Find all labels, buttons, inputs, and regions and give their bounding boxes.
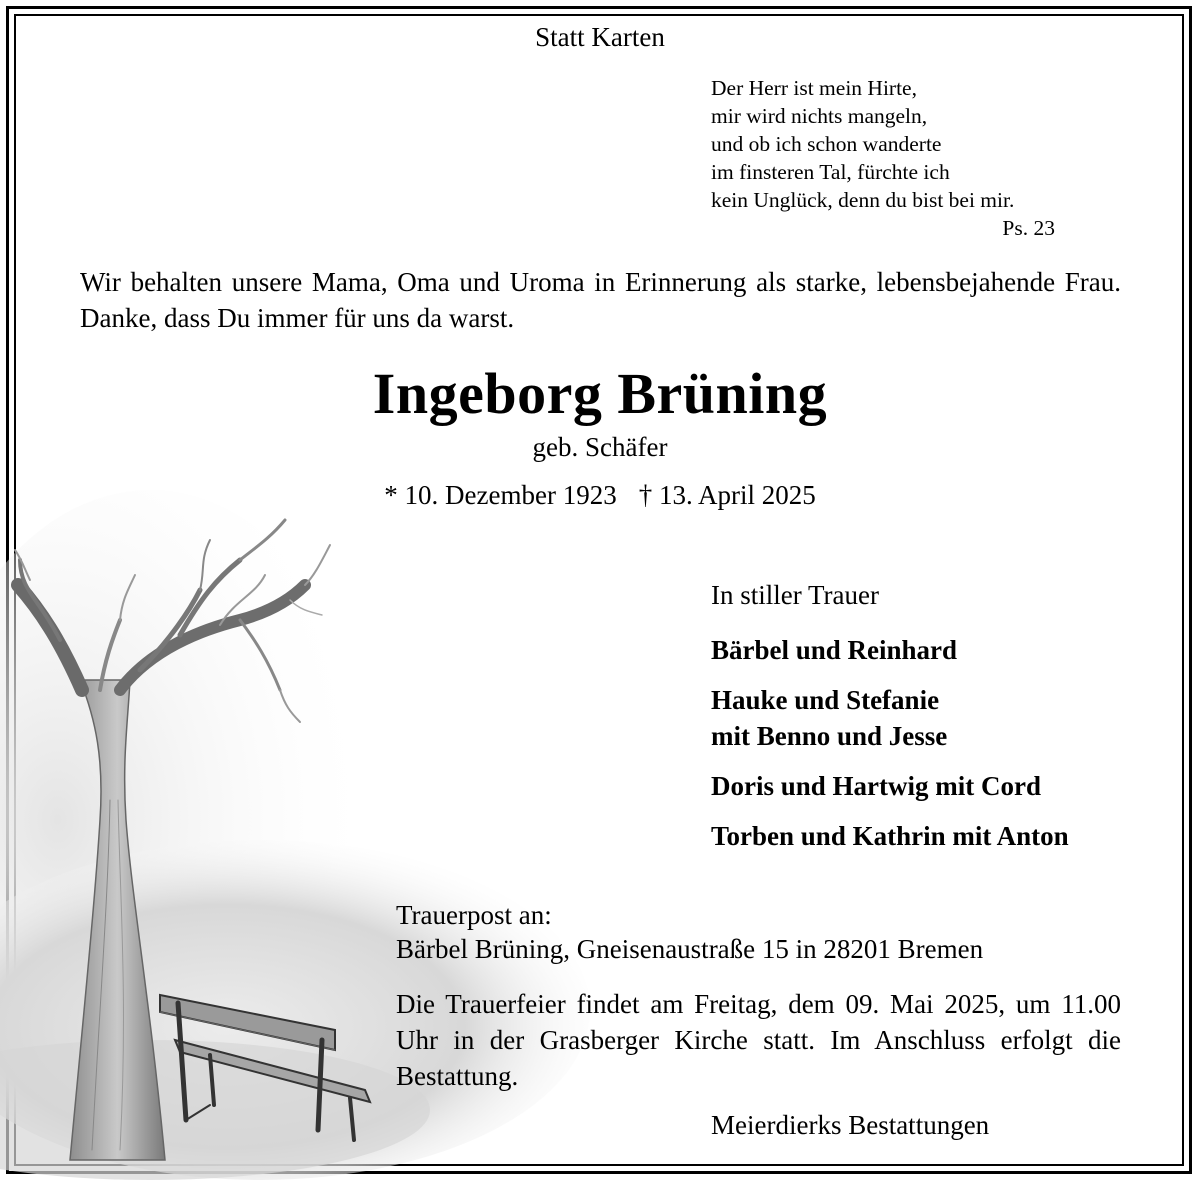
psalm-line: im finsteren Tal, fürchte ich	[711, 160, 950, 184]
trauerpost-label: Trauerpost an:	[396, 900, 552, 930]
mourner-entry	[711, 682, 1069, 754]
psalm-line: Der Herr ist mein Hirte,	[711, 76, 917, 100]
psalm-line: mir wird nichts mangeln,	[711, 104, 928, 128]
birth-name: geb. Schäfer	[532, 432, 668, 462]
intro-text: Wir behalten unsere Mama, Oma und Uroma in Erinnerung als starke, lebensbejahende Frau. Danke, dass Du immer für uns da warst.	[80, 267, 1121, 333]
mourner-entry	[711, 818, 1069, 854]
mourner-line: Bärbel und Reinhard	[711, 635, 958, 665]
mourner-entry	[711, 632, 1069, 668]
psalm-line: und ob ich schon wanderte	[711, 132, 942, 156]
mourners-list	[711, 632, 1069, 868]
psalm-line: kein Unglück, denn du bist bei mir.	[711, 188, 1015, 212]
mourner-line: Doris und Hartwig mit Cord	[711, 771, 1041, 801]
mourning-intro: In stiller Trauer	[711, 580, 879, 610]
undertaker-name: Meierdierks Bestattungen	[711, 1110, 990, 1140]
psalm-verse	[711, 74, 1071, 214]
mourner-line: Torben und Kathrin mit Anton	[711, 821, 1069, 851]
psalm-source: Ps. 23	[1002, 216, 1055, 240]
mourner-entry	[711, 768, 1069, 804]
mourner-line: mit Benno und Jesse	[711, 721, 948, 751]
life-dates	[0, 480, 1200, 511]
trauerpost-address: Bärbel Brüning, Gneisenaustraße 15 in 28201 Bremen	[396, 934, 984, 964]
death-date: † 13. April 2025	[638, 480, 816, 510]
statt-karten-heading: Statt Karten	[535, 22, 665, 52]
ceremony-text: Die Trauerfeier findet am Freitag, dem 09. Mai 2025, um 11.00 Uhr in der Grasberger Kirche statt. Im Anschluss erfolgt die Bestattung.	[396, 989, 1121, 1091]
birth-date: * 10. Dezember 1923	[384, 480, 617, 510]
mourner-line: Hauke und Stefanie	[711, 685, 940, 715]
deceased-name: Ingeborg Brüning	[372, 361, 828, 426]
